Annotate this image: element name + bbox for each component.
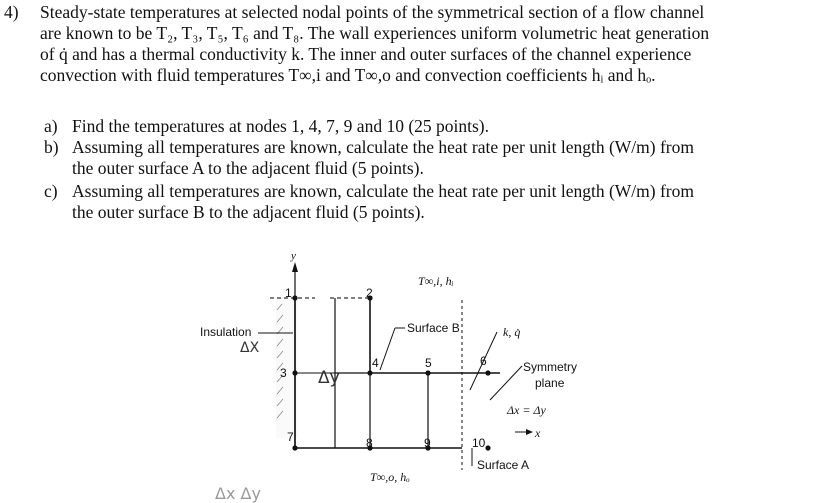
x-axis-arrow [526,429,533,435]
node-dot-6 [485,370,490,375]
part-b-letter: b) [44,137,59,157]
node-dot-4 [367,370,372,375]
problem-number: 4) [4,2,19,22]
node-dot-3 [292,370,297,375]
symmetry-label-2: plane [535,376,565,390]
y-axis-label: y [291,250,296,262]
node-label-4: 4 [372,356,379,370]
part-c-line-1: Assuming all temperatures are known, calculate the heat rate per unit length (W/m) from [72,181,694,201]
node-label-3: 3 [280,366,287,380]
node-label-7: 7 [287,430,294,444]
node-dot-7 [292,445,297,450]
node-label-9: 9 [424,436,431,450]
node-label-5: 5 [425,356,432,370]
y-axis-arrow [292,262,298,272]
node-label-8: 8 [366,436,373,450]
part-a-line-1: Find the temperatures at nodes 1, 4, 7, 9 and 10 (25 points). [72,116,490,136]
symmetry-leader [490,366,522,400]
node-dot-5 [425,370,430,375]
part-c-line-2: the outer surface B to the adjacent fluid (5 points). [72,202,425,222]
x-axis-label: x [535,426,541,440]
problem-line-1: Steady-state temperatures at selected nodal points of the symmetrical section of a flow channel [40,2,705,22]
node-label-10: 10 [472,436,486,450]
part-b-line-2: the outer surface A to the adjacent fluid (5 points). [72,158,424,178]
inner-fluid-label: T∞,i, hᵢ [418,274,454,288]
spacing-label: Δx = Δy [507,403,546,417]
surface-b-leader-2 [380,328,395,370]
handwritten-dx: ΔX [240,340,260,356]
node-dot-10 [485,445,490,450]
problem-line-4: convection with fluid temperatures T∞,i and T∞,o and convection coefficients hᵢ and hₒ. [40,65,656,85]
handwritten-bottom: Δx Δy [215,484,261,503]
outer-fluid-label: T∞,o, hₒ [370,470,410,484]
node-label-2: 2 [366,286,373,300]
insulation-label: Insulation [200,325,252,339]
node-label-6: 6 [480,354,487,368]
surface-a-label: Surface A [477,458,530,472]
surface-b-label: Surface B [407,321,460,335]
part-c-letter: c) [44,181,58,201]
node-label-1: 1 [285,286,292,300]
part-a-letter: a) [44,116,58,136]
problem-line-3: of q̇ and has a thermal conductivity k. The inner and outer surfaces of the channel experience [40,44,692,64]
material-label: k, q̇ [503,325,521,339]
node-dot-1 [292,295,297,300]
symmetry-label-1: Symmetry [523,360,577,374]
handwritten-dy: Δy [318,368,340,388]
problem-line-2: are known to be T₂, T₃, T₅, T₆ and T₈. The wall experiences uniform volumetric heat generation [40,23,710,43]
part-b-line-1: Assuming all temperatures are known, calculate the heat rate per unit length (W/m) from [72,137,694,157]
